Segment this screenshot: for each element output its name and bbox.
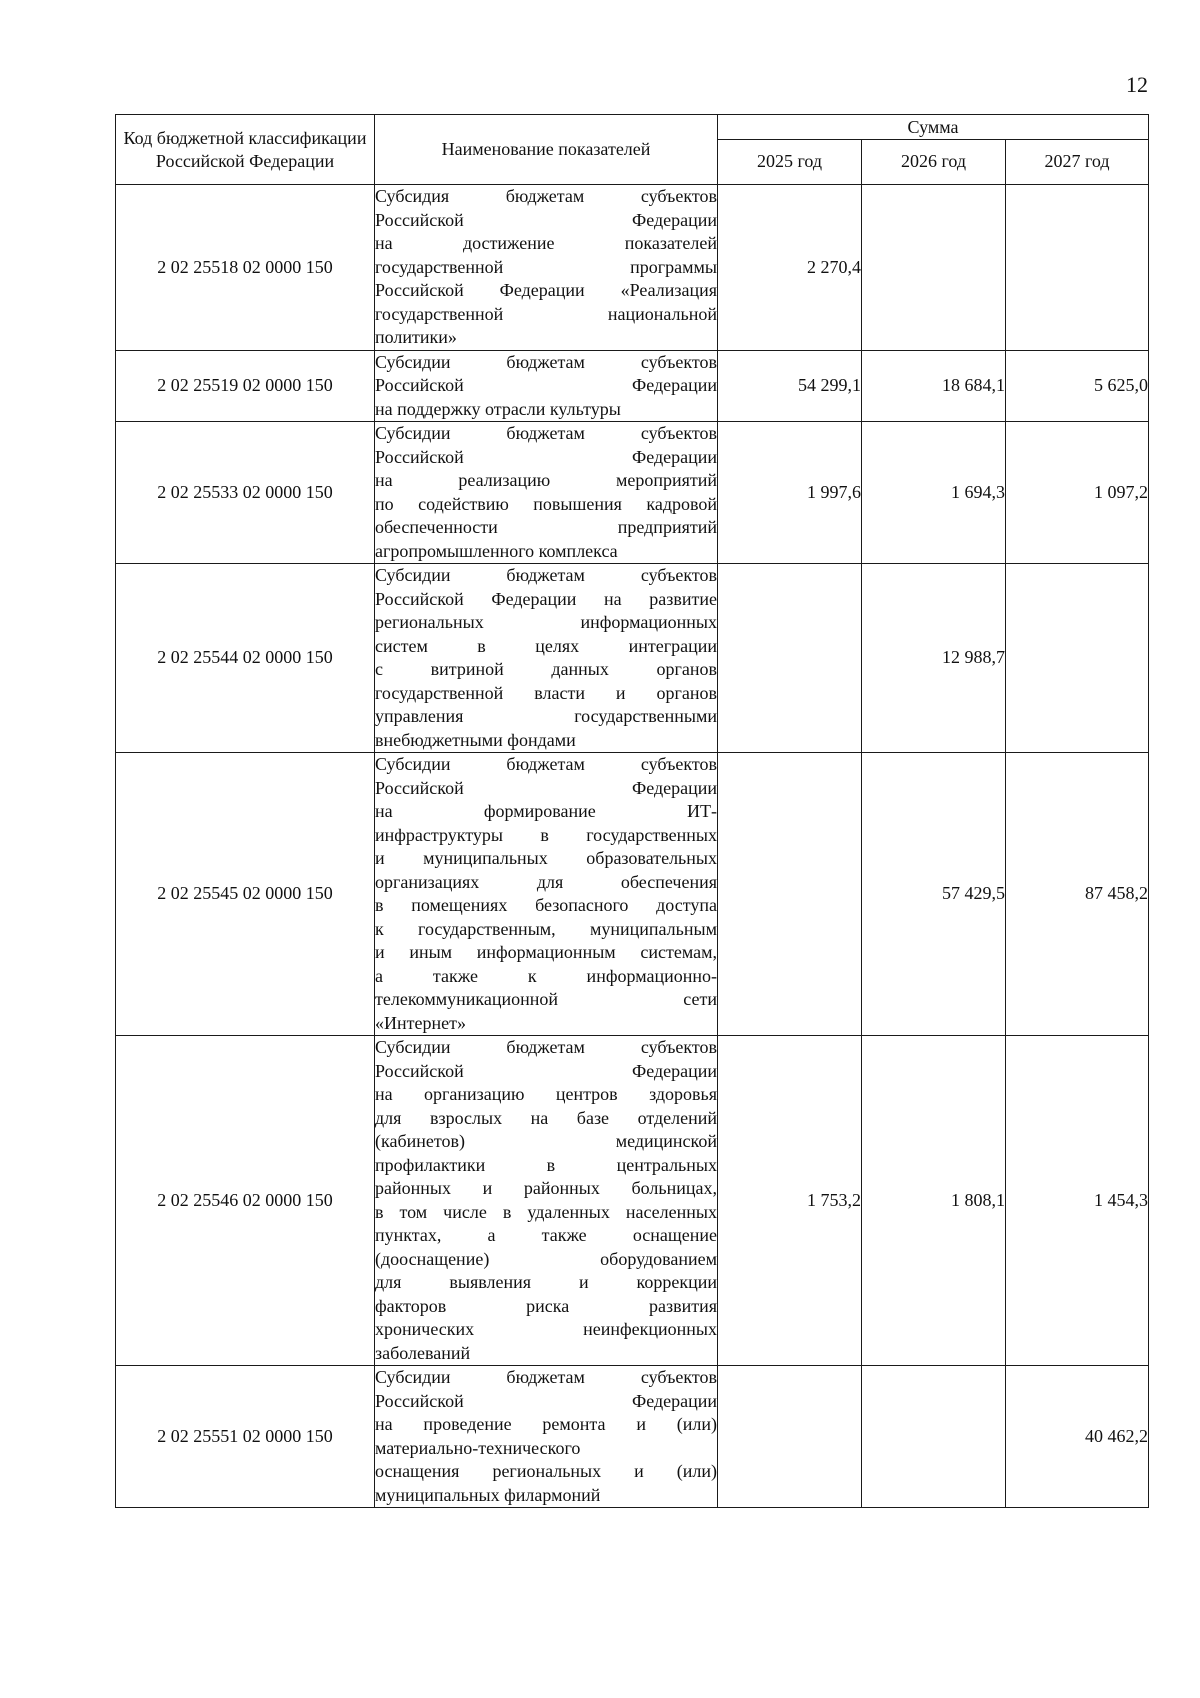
row-name-line: на поддержку отрасли культуры xyxy=(375,398,621,419)
row-name xyxy=(375,422,718,564)
row-name-line: Субсидии бюджетам субъектов xyxy=(375,754,717,774)
row-name-line: региональных информационных xyxy=(375,612,717,632)
row-name xyxy=(375,350,718,422)
header-sum: Сумма xyxy=(718,115,1149,140)
table-row xyxy=(116,350,1149,422)
row-name-line: «Интернет» xyxy=(375,1012,466,1033)
table-row xyxy=(116,753,1149,1036)
row-name-line: по содействию повышения кадровой xyxy=(375,493,717,514)
row-amount-2027: 40 462,2 xyxy=(1006,1366,1149,1508)
header-year-2025: 2025 год xyxy=(718,140,862,185)
row-name-line: для выявления и коррекции xyxy=(375,1272,717,1292)
row-name xyxy=(375,185,718,351)
header-code: Код бюджетной классификации Российской Федерации xyxy=(116,115,375,185)
row-name-line: районных и районных больницах, xyxy=(375,1178,717,1198)
row-name-line: Российской Федерации xyxy=(375,209,717,230)
row-amount-2027 xyxy=(1006,185,1149,351)
row-amount-2026: 1 694,3 xyxy=(862,422,1006,564)
row-amount-2025: 1 997,6 xyxy=(718,422,862,564)
row-amount-2027 xyxy=(1006,564,1149,753)
row-name-line: инфраструктуры в государственных xyxy=(375,824,717,845)
row-name-line: Российской Федерации xyxy=(375,1390,717,1411)
row-amount-2025: 2 270,4 xyxy=(718,185,862,351)
row-amount-2025 xyxy=(718,753,862,1036)
row-name-line: обеспеченности предприятий xyxy=(375,517,717,537)
row-name-line: муниципальных филармоний xyxy=(375,1484,601,1505)
row-name-line: пунктах, а также оснащение xyxy=(375,1225,717,1245)
row-amount-2026: 12 988,7 xyxy=(862,564,1006,753)
table-row xyxy=(116,185,1149,351)
row-name-line: Субсидии бюджетам субъектов xyxy=(375,565,717,585)
table-row xyxy=(116,1366,1149,1508)
row-amount-2025 xyxy=(718,1366,862,1508)
row-name xyxy=(375,753,718,1036)
row-name xyxy=(375,1366,718,1508)
row-name-line: Российской Федерации xyxy=(375,777,717,798)
row-name-line: материально-технического xyxy=(375,1437,581,1458)
row-name-line: систем в целях интеграции xyxy=(375,635,717,656)
row-code: 2 02 25518 02 0000 150 xyxy=(116,185,375,351)
row-name-line: с витриной данных органов xyxy=(375,659,717,679)
row-code: 2 02 25546 02 0000 150 xyxy=(116,1036,375,1366)
row-name-line: в том числе в удаленных населенных xyxy=(375,1201,717,1222)
row-name-line: внебюджетными фондами xyxy=(375,729,576,750)
row-name-line: на проведение ремонта и (или) xyxy=(375,1414,717,1434)
row-name-line: (кабинетов) медицинской xyxy=(375,1131,717,1151)
row-name-line: и иным информационным системам, xyxy=(375,942,717,962)
row-amount-2026 xyxy=(862,185,1006,351)
row-name-line: Российской Федерации на развитие xyxy=(375,588,717,609)
table-row xyxy=(116,564,1149,753)
row-name-line: Субсидии бюджетам субъектов xyxy=(375,351,717,372)
row-amount-2027: 5 625,0 xyxy=(1006,350,1149,422)
row-name-line: Российской Федерации xyxy=(375,375,717,395)
row-name-line: на организацию центров здоровья xyxy=(375,1084,717,1104)
row-name-line: на формирование ИТ- xyxy=(375,801,717,821)
table-row xyxy=(116,422,1149,564)
row-name xyxy=(375,1036,718,1366)
row-name-line: Субсидии бюджетам субъектов xyxy=(375,1367,717,1387)
row-name-line: государственной программы xyxy=(375,256,717,277)
row-code: 2 02 25551 02 0000 150 xyxy=(116,1366,375,1508)
table-body xyxy=(116,185,1149,1508)
row-name-line: Субсидии бюджетам субъектов xyxy=(375,423,717,443)
header-year-2027: 2027 год xyxy=(1006,140,1149,185)
row-name-line: в помещениях безопасного доступа xyxy=(375,895,717,915)
row-name-line: и муниципальных образовательных xyxy=(375,848,717,868)
row-code: 2 02 25533 02 0000 150 xyxy=(116,422,375,564)
row-amount-2027: 1 454,3 xyxy=(1006,1036,1149,1366)
row-amount-2027: 87 458,2 xyxy=(1006,753,1149,1036)
table-row xyxy=(116,1036,1149,1366)
row-name-line: а также к информационно- xyxy=(375,965,717,986)
row-name-line: на достижение показателей xyxy=(375,233,717,253)
row-name-line: управления государственными xyxy=(375,706,717,726)
row-name-line: организациях для обеспечения xyxy=(375,871,717,892)
row-name xyxy=(375,564,718,753)
row-name-line: Субсидии бюджетам субъектов xyxy=(375,1037,717,1057)
row-name-line: государственной власти и органов xyxy=(375,682,717,703)
row-name-line: на реализацию мероприятий xyxy=(375,470,717,490)
row-name-line: агропромышленного комплекса xyxy=(375,540,618,561)
row-name-line: заболеваний xyxy=(375,1342,471,1363)
row-name-line: Субсидия бюджетам субъектов xyxy=(375,186,717,206)
row-amount-2025: 1 753,2 xyxy=(718,1036,862,1366)
row-name-line: к государственным, муниципальным xyxy=(375,918,717,939)
row-name-line: политики» xyxy=(375,327,457,347)
row-amount-2025 xyxy=(718,564,862,753)
row-name-line: факторов риска развития xyxy=(375,1295,717,1316)
row-amount-2026: 1 808,1 xyxy=(862,1036,1006,1366)
row-name-line: профилактики в центральных xyxy=(375,1154,717,1175)
row-name-line: государственной национальной xyxy=(375,303,717,324)
row-code: 2 02 25545 02 0000 150 xyxy=(116,753,375,1036)
row-amount-2027: 1 097,2 xyxy=(1006,422,1149,564)
row-name-line: телекоммуникационной сети xyxy=(375,989,717,1009)
header-year-2026: 2026 год xyxy=(862,140,1006,185)
row-amount-2026 xyxy=(862,1366,1006,1508)
page-number: 12 xyxy=(1126,72,1148,97)
row-code: 2 02 25544 02 0000 150 xyxy=(116,564,375,753)
row-name-line: для взрослых на базе отделений xyxy=(375,1107,717,1128)
row-name-line: оснащения региональных и (или) xyxy=(375,1461,717,1481)
row-name-line: (дооснащение) оборудованием xyxy=(375,1248,717,1269)
header-name: Наименование показателей xyxy=(375,115,718,185)
row-name-line: Российской Федерации «Реализация xyxy=(375,280,717,300)
row-code: 2 02 25519 02 0000 150 xyxy=(116,350,375,422)
row-name-line: Российской Федерации xyxy=(375,1060,717,1081)
budget-table xyxy=(115,114,1149,1508)
row-name-line: Российской Федерации xyxy=(375,446,717,467)
row-name-line: хронических неинфекционных xyxy=(375,1319,717,1339)
row-amount-2025: 54 299,1 xyxy=(718,350,862,422)
row-amount-2026: 57 429,5 xyxy=(862,753,1006,1036)
row-amount-2026: 18 684,1 xyxy=(862,350,1006,422)
